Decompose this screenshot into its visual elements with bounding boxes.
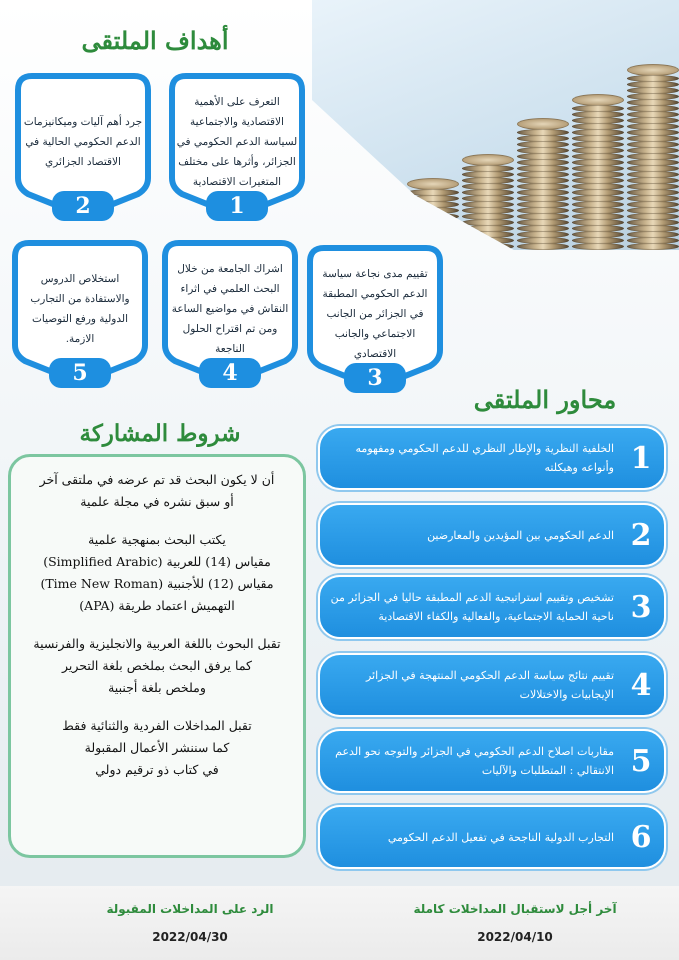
axis-3: [318, 575, 666, 639]
condition-line: مقياس (14) للعربية (Simplified Arabic): [43, 554, 271, 569]
goal-5-number: 5: [49, 358, 111, 388]
axis-4-text: تقييم نتائج سياسة الدعم الحكومي المنتهجة في الجزائر الإيجابيات والاختلالات: [365, 669, 614, 701]
axis-3-number: 3: [630, 589, 652, 625]
condition-line: كما سننشر الأعمال المقبولة: [84, 740, 230, 755]
condition-line: في كتاب ذو ترقيم دولي: [95, 762, 219, 777]
axis-2: [318, 503, 666, 567]
goal-1: [162, 68, 312, 223]
condition-languages: [21, 633, 293, 699]
coin-stacks-photo: [312, 0, 679, 250]
footer-dates: [0, 886, 679, 960]
goal-1-number: 1: [206, 191, 268, 221]
axis-2-text: الدعم الحكومي بين المؤيدين والمعارضين: [427, 528, 614, 542]
condition-line: أو سبق نشره في مجلة علمية: [80, 494, 234, 509]
conditions-heading: شروط المشاركة: [79, 420, 241, 447]
goal-3-text: تقييم مدى نجاعة سياسة الدعم الحكومي المطبقة في الجزائر من الجانب الاجتماعي والجانب الاقتصادي: [322, 268, 428, 360]
axis-6-text: التجارب الدولية الناجحة في تفعيل الدعم الحكومي: [387, 830, 614, 844]
goal-4-number: 4: [199, 358, 261, 388]
axis-4: [318, 653, 666, 717]
axis-5-number: 5: [630, 743, 652, 779]
goal-1-text: التعرف على الأهمية الاقتصادية والاجتماعية لسياسة الدعم الحكومي في الجزائر، وأثرها على مختلف المتغيرات الاقتصادية: [176, 96, 298, 188]
goal-2-number: 2: [52, 191, 114, 221]
goal-2: [8, 68, 158, 223]
reply-label: الرد على المداخلات المقبولة: [106, 902, 274, 916]
condition-originality: [21, 469, 293, 513]
goal-2-text: جرد أهم آليات وميكانيزمات الدعم الحكومي الحالية في الاقتصاد الجزائري: [23, 116, 143, 168]
axis-2-number: 2: [630, 517, 652, 553]
deadline-date: 2022/04/10: [477, 930, 553, 944]
condition-line: يكتب البحث بمنهجية علمية: [88, 532, 226, 547]
goals-heading: أهداف الملتقى: [81, 26, 229, 55]
goal-4-text: اشراك الجامعة من خلال البحث العلمي في اثراء النقاش في مواضيع الساعة ومن تم اقتراح الحلول الناجعة: [171, 263, 289, 355]
deadline-label: آخر أجل لاستقبال المداخلات كاملة: [413, 902, 617, 916]
axis-1-text: الخلفية النظرية والإطار النظري للدعم الحكومي ومفهومه وأنواعه وهيكلته: [355, 442, 614, 474]
axis-3-text: تشخيص وتقييم استراتيجية الدعم المطبقة حاليا في الجزائر من ناحية الحماية الاجتماعية، والفعالية والكفاء الاقتصادية: [330, 591, 614, 623]
axis-1-number: 1: [630, 440, 652, 476]
conditions-panel: [8, 454, 306, 858]
condition-line: وملخص بلغة أجنبية: [108, 680, 206, 695]
axis-1: [318, 426, 666, 490]
goal-5: [5, 235, 155, 390]
condition-formatting: [21, 529, 293, 617]
condition-publication: [21, 715, 293, 781]
goal-3-number: 3: [344, 363, 406, 393]
condition-line: أن لا يكون البحث قد تم عرضه في ملتقى آخر: [39, 472, 275, 487]
goal-5-text: استخلاص الدروس والاستفادة من التجارب الدولية ورفع التوصيات الازمة.: [30, 273, 130, 345]
condition-line: تقبل المداخلات الفردية والثنائية فقط: [62, 718, 252, 733]
condition-line: كما يرفق البحث بملخص بلغة التحرير: [62, 658, 252, 673]
axis-4-number: 4: [630, 667, 652, 703]
condition-line: مقياس (12) للأجنبية (Time New Roman): [40, 576, 274, 591]
reply-date: 2022/04/30: [152, 930, 228, 944]
axes-heading: محاور الملتقى: [473, 385, 617, 414]
goal-4: [155, 235, 305, 390]
axis-6: [318, 805, 666, 869]
axis-5: [318, 729, 666, 793]
axis-6-number: 6: [630, 819, 652, 855]
condition-line: تقبل البحوث باللغة العربية والانجليزية والفرنسية: [33, 636, 281, 651]
goal-3: [300, 240, 450, 395]
axis-5-text: مقاربات اصلاح الدعم الحكومي في الجزائر والتوجه نحو الدعم الانتقالي : المتطلبات والآليات: [335, 745, 614, 777]
condition-line: التهميش اعتماد طريقة (APA): [79, 598, 235, 613]
